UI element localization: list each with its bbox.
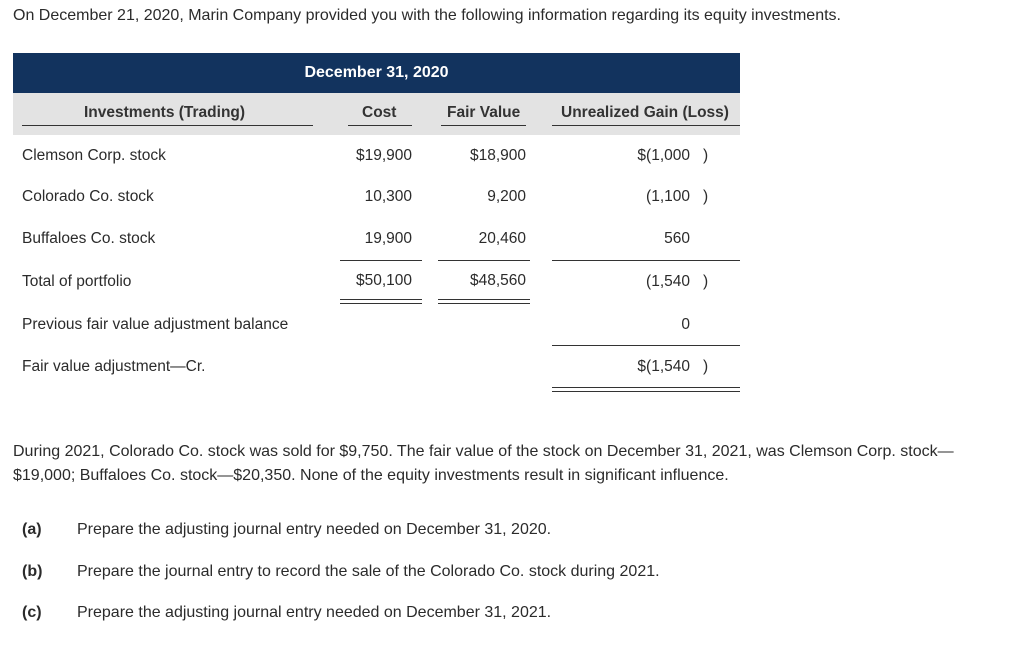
- cell-paren: ): [703, 188, 709, 205]
- cell-gain-loss: $(1,000: [637, 147, 690, 164]
- cell-cost: 19,900: [364, 230, 412, 247]
- row-label: Buffaloes Co. stock: [22, 230, 156, 247]
- row-label: Total of portfolio: [22, 273, 132, 290]
- cell-paren: ): [703, 358, 709, 375]
- row-label: Previous fair value adjustment balance: [22, 316, 289, 333]
- cell-gain-loss: 0: [681, 316, 690, 333]
- total-double-rule: [552, 387, 740, 392]
- cell-cost: $50,100: [355, 272, 412, 289]
- cell-cost: 10,300: [364, 188, 412, 205]
- col-header-fair-value: Fair Value: [447, 104, 521, 121]
- cell-gain-loss: $(1,540: [637, 358, 690, 375]
- cell-paren: ): [703, 273, 709, 290]
- subtotal-rule: [552, 260, 740, 261]
- total-double-rule: [438, 299, 530, 304]
- header-underline: [22, 125, 313, 126]
- question-letter: (b): [22, 563, 43, 580]
- subtotal-rule: [438, 260, 530, 261]
- row-label: Colorado Co. stock: [22, 188, 154, 205]
- question-text: Prepare the journal entry to record the sale of the Colorado Co. stock during 2021.: [77, 563, 660, 580]
- question-text: Prepare the adjusting journal entry needed on December 31, 2020.: [77, 521, 552, 538]
- row-label: Clemson Corp. stock: [22, 147, 166, 164]
- subtotal-rule: [340, 260, 422, 261]
- intro-text: On December 21, 2020, Marin Company provided you with the following information regarding its equity investments.: [13, 7, 841, 24]
- table-date-band: [13, 53, 740, 93]
- cell-gain-loss: 560: [664, 230, 690, 247]
- cell-fair-value: $18,900: [469, 147, 526, 164]
- cell-gain-loss: (1,540: [646, 273, 690, 290]
- header-underline: [441, 125, 526, 126]
- header-underline: [348, 125, 412, 126]
- col-header-cost: Cost: [362, 104, 397, 121]
- cell-fair-value: $48,560: [469, 272, 526, 289]
- subtotal-rule: [552, 345, 740, 346]
- question-text: Prepare the adjusting journal entry needed on December 31, 2021.: [77, 604, 552, 621]
- col-header-investments: Investments (Trading): [84, 104, 246, 121]
- table-date-header: December 31, 2020: [304, 64, 449, 81]
- row-label: Fair value adjustment—Cr.: [22, 358, 206, 375]
- header-underline: [552, 125, 740, 126]
- question-letter: (c): [22, 604, 42, 621]
- scenario-paragraph: During 2021, Colorado Co. stock was sold for $9,750. The fair value of the stock on December 31, 2021, was Clemson Corp. stock—$19,000; Buffaloes Co. stock—$20,350. None of the equity investments result in significant influence.: [13, 443, 954, 484]
- cell-gain-loss: (1,100: [646, 188, 690, 205]
- question-letter: (a): [22, 521, 42, 538]
- cell-fair-value: 9,200: [487, 188, 526, 205]
- cell-cost: $19,900: [355, 147, 412, 164]
- total-double-rule: [340, 299, 422, 304]
- cell-fair-value: 20,460: [478, 230, 526, 247]
- cell-paren: ): [703, 147, 709, 164]
- col-header-gain-loss: Unrealized Gain (Loss): [561, 104, 729, 121]
